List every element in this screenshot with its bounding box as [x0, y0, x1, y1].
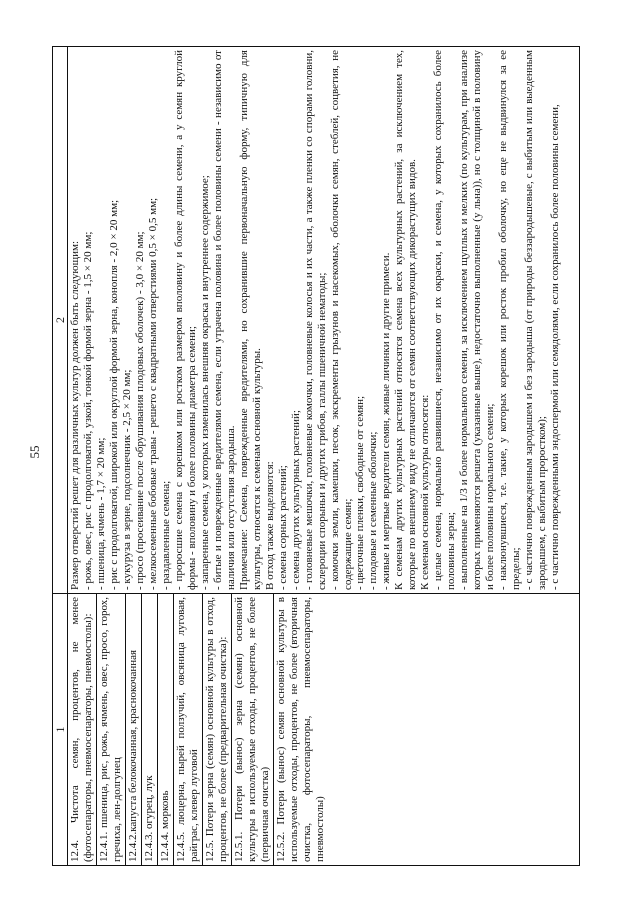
description-paragraph: - живые и мертвые вредители семян, живые личинки и другие примеси. — [380, 252, 393, 590]
description-paragraph: - целые семена, нормально развившиеся, независимо от их окраски, и семена, у которых сохранилось более половины зерна; — [432, 50, 458, 590]
note-paragraph: Примечание: Семена, поврежденные вредителями, но сохранившие первоначальную форму, типичную для культуры, относятся к семенам основной культуры. — [237, 50, 263, 590]
description-paragraph: - раздавленные семена; — [159, 480, 172, 590]
description-paragraph: - рис с продолговатой, широкой или округлой формой зерна, конопля - 2,0 × 20 мм; — [108, 199, 121, 590]
description-paragraph: - семена других культурных растений; — [289, 410, 302, 590]
description-paragraph: - битые и поврежденные вредителями семена, если утрачена половина и более половины семени - независимо от наличия или отсутствия зародыша. — [211, 50, 237, 590]
description-column — [68, 47, 580, 594]
description-paragraph: - цветочные пленки, свободные от семян; — [354, 395, 367, 590]
parameter-row: 12.4.4. морковь — [158, 594, 174, 865]
description-paragraph: - пшеница, ячмень - 1,7 × 20 мм; — [95, 437, 108, 590]
parameter-row: 12.5.1. Потери (вынос) зерна (семян) основной культуры в используемые отходы, процентов, не более (первичная очистка) — [232, 594, 274, 865]
table-body-row — [68, 47, 580, 866]
column-header-1: 1 — [53, 594, 68, 866]
description-paragraph: - проросшие семена с корешком или ростком размером вполовину и более длины семени, а у семян круглой формы - вполовину и более половины диаметра семени; — [172, 50, 198, 590]
parameter-row: 12.4. Чистота семян, процентов, не менее (фотосепараторы, пневмосепараторы, пневмостолы): — [68, 594, 97, 865]
rotated-page — [52, 46, 580, 866]
parameter-row: 12.5.2. Потери (вынос) семян основной культуры в используемые отходы, процентов, не более (вторичная очистка, фотосепараторы, пневмосепараторы, пневмостолы) — [274, 597, 326, 862]
description-paragraph: - запаренные семена, у которых изменилась внешняя окраска и внутреннее содержимое; — [198, 175, 211, 590]
requirements-table — [52, 46, 580, 866]
description-paragraph: - просо (просеивание после обрушивания плодовых оболочек) - 3,0 × 20 мм; — [134, 231, 146, 590]
parameter-row: 12.5. Потери зерна (семян) основной культуры в отход, процентов, не более (предварительная очистка): — [203, 594, 232, 865]
description-paragraph: - с частично поврежденным зародышем и без зародыша (от природы беззародышевые, с выбитым или выеденным зародышем, с выбитым проростком); — [523, 50, 549, 590]
page-number: 55 — [27, 445, 42, 459]
parameter-row: 12.4.3. огурец, лук — [142, 594, 158, 865]
description-paragraph: - с частично поврежденными эндоспермой или семядолями, если сохранилось более половины семени, — [549, 104, 561, 590]
description-paragraph: - кукуруза в зерне, подсолнечник - 2,5 × 20 мм; — [121, 369, 134, 590]
description-paragraph: - выполненные на 1/3 и более нормального семени, за исключением щуплых и мелких (по культурам, при анализе которых применяются решета (указанные выше), недостаточно выполненные (у льна)), но с толщиной в половину и более половины нормального семени; — [458, 50, 497, 590]
description-paragraph: - рожь, овес, рис с продолговатой, узкой, тонкой формой зерна - 1,5 × 20 мм; — [82, 231, 95, 590]
parameter-row: 12.4.2.капуста белокочанная, краснокочанная — [126, 594, 142, 865]
description-paragraph: К семенам других культурных растений относятся семена всех культурных растений, за исключением тех, которые по внешнему виду не отличаются от семян соответствующих дикорастущих видов. — [393, 50, 419, 590]
parameter-column — [68, 594, 580, 866]
description-paragraph: В отход также выделяются: — [263, 461, 276, 590]
description-paragraph: - головневые мешочки, головневые комочки, головневые колосья и их части, а также пленки со спорами головни, склероции спорыньи и других грибов, галлы пшеничной нематоды; — [302, 50, 328, 590]
description-paragraph: - плодовые и семенные оболочки; — [367, 431, 380, 590]
column-header-2: 2 — [53, 47, 68, 594]
parameter-row: 12.4.5. люцерна, пырей ползучий, овсяница луговая, райграс, клевер луговой — [174, 594, 203, 865]
description-paragraph: К семенам основной культуры относятся: — [419, 394, 432, 590]
description-paragraph: - мелкосеменные бобовые травы - решето с квадратными отверстиями 0,5 × 0,5 мм; — [146, 197, 159, 590]
description-paragraph: - комочки земли, камешки, песок, экскременты грызунов и насекомых, оболочки семян, стеблей, соцветия, не содержащие семян; — [328, 50, 354, 590]
description-paragraph: - наклюнувшиеся, т.е. такие, у которых корешок или росток пробил оболочку, но еще не выдвинулся за ее пределы; — [497, 50, 523, 590]
parameter-row: 12.4.1. пшеница, рис, рожь, ячмень, овес, просо, горох, гречиха, лен-долгунец — [97, 594, 126, 865]
table-header-row — [53, 47, 68, 866]
description-paragraph: Размер отверстий решет для различных культур должен быть следующим: — [69, 241, 82, 590]
description-paragraph: - семена сорных растений; — [276, 465, 289, 590]
